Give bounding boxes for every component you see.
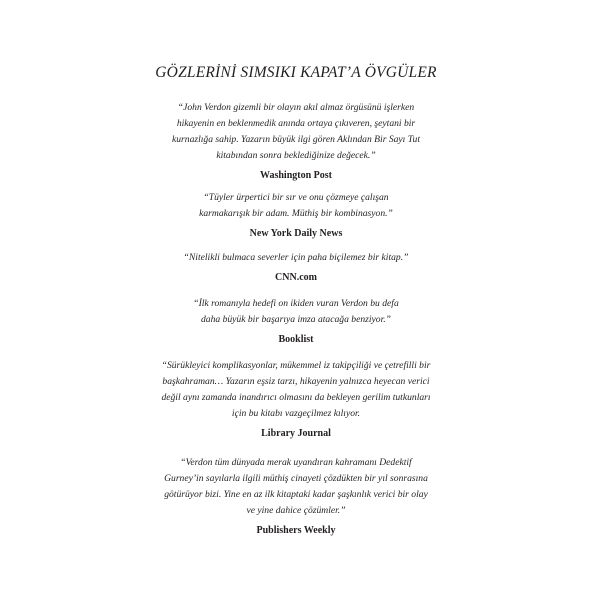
review-source: CNN.com [275, 272, 317, 283]
review-booklist [0, 296, 592, 347]
review-quote [0, 190, 592, 222]
review-quote [0, 100, 592, 164]
review-cnn [0, 250, 592, 285]
review-source: Booklist [278, 334, 314, 345]
quote-line: “Tüyler ürpertici bir sır ve onu çözmeye çalışan [203, 192, 389, 203]
quote-line: “Nitelikli bulmaca severler için paha biçilemez bir kitap.” [183, 252, 409, 263]
review-publishers-weekly [0, 455, 592, 538]
quote-line: “İlk romanıyla hedefi on ikiden vuran Verdon bu defa [193, 298, 399, 309]
quote-line: götürüyor bizi. Yine en az ilk kitaptaki kadar şaşkınlık verici bir olay [164, 489, 428, 500]
quote-line: hikayenin en beklenmedik anında ortaya çıkıveren, şeytani bir [176, 118, 416, 129]
quote-line: “John Verdon gizemli bir olayın akıl almaz örgüsünü işlerken [177, 102, 415, 113]
review-library-journal [0, 358, 592, 441]
review-quote [0, 358, 592, 422]
review-source: Publishers Weekly [256, 525, 336, 536]
review-source: New York Daily News [249, 228, 343, 239]
review-source: Library Journal [261, 428, 331, 439]
quote-line: “Sürükleyici komplikasyonlar, mükemmel iz takipçiliği ve çetrefilli bir [161, 360, 431, 371]
quote-line: başkahraman… Yazarın eşsiz tarzı, hikayenin yalnızca heyecan verici [162, 376, 430, 387]
quote-line: ve yine dahice çözümler.” [246, 505, 346, 516]
review-source: Washington Post [260, 170, 332, 181]
review-washington-post [0, 100, 592, 183]
quote-line: için bu kitabı vazgeçilmez kılıyor. [231, 408, 361, 419]
review-quote [0, 296, 592, 328]
page-title: GÖZLERİNİ SIMSIKI KAPAT’A ÖVGÜLER [155, 64, 437, 81]
quote-line: daha büyük bir başarıya imza atacağa benziyor.” [200, 314, 391, 325]
quote-line: “Verdon tüm dünyada merak uyandıran kahramanı Dedektif [180, 457, 412, 468]
quote-line: kitabından sonra beklediğinize değecek.” [216, 150, 376, 161]
review-quote [0, 250, 592, 266]
quote-line: karmakarışık bir adam. Müthiş bir kombinasyon.” [199, 208, 393, 219]
review-quote [0, 455, 592, 519]
quote-line: değil aynı zamanda inandırıcı olmasını da bekleyen gerilim tutkunları [161, 392, 431, 403]
review-new-york-daily-news [0, 190, 592, 241]
quote-line: Gurney’in sayılarla ilgili müthiş cinayeti çözdükten bir yıl sonrasına [164, 473, 428, 484]
quote-line: kurnazlığa sahip. Yazarın büyük ilgi gören Aklından Bir Sayı Tut [171, 134, 421, 145]
